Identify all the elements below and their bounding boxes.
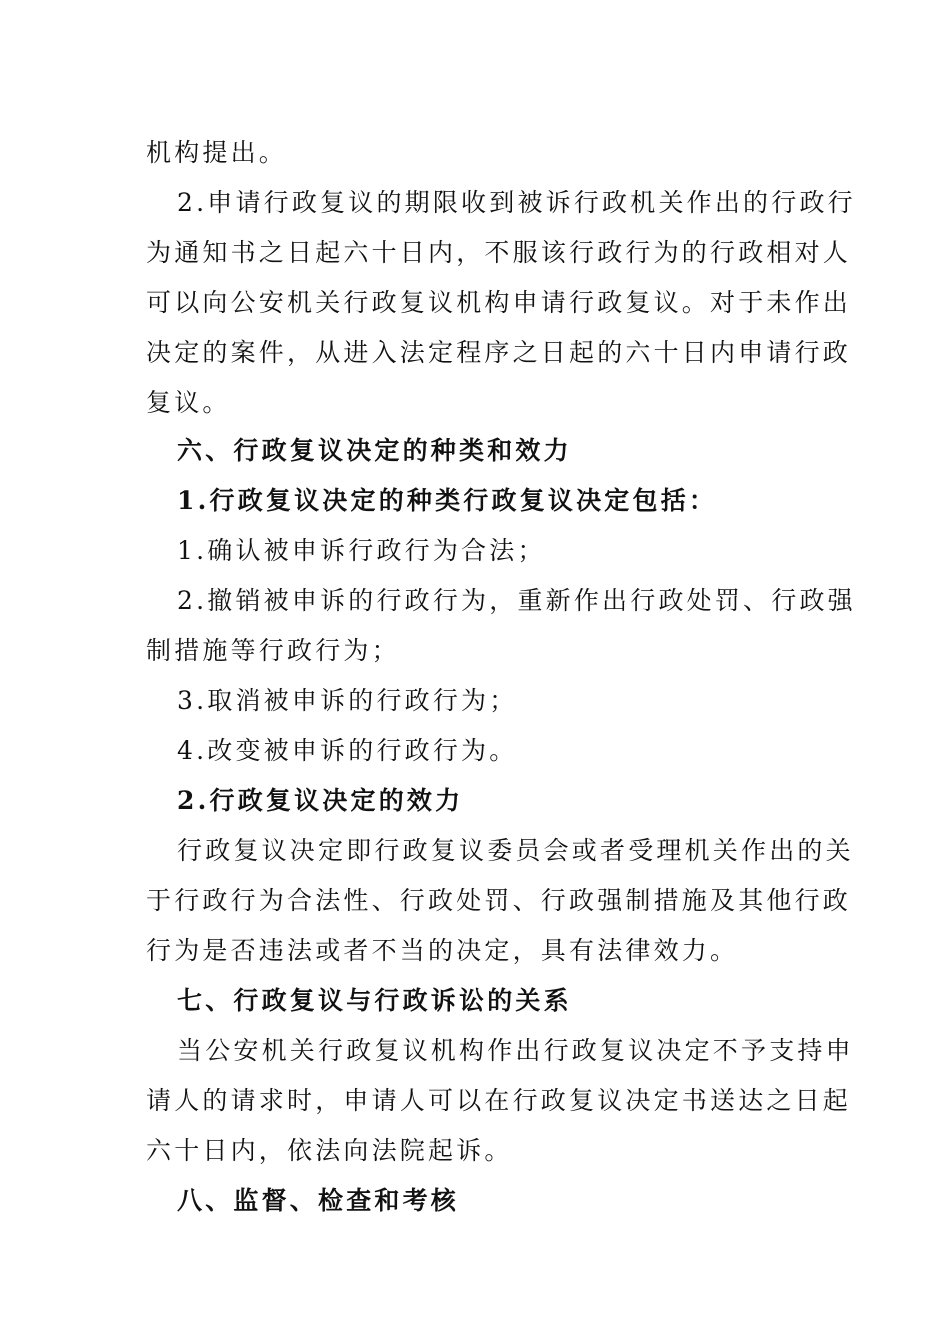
paragraph-line: 为通知书之日起六十日内，不服该行政行为的行政相对人 [146, 238, 852, 267]
paragraph-line: 复议。 [146, 388, 231, 417]
list-item: 4.改变被申诉的行政行为。 [177, 736, 518, 765]
section-heading-8: 八、监督、检查和考核 [177, 1186, 460, 1215]
paragraph-line: 于行政行为合法性、行政处罚、行政强制措施及其他行政 [146, 886, 852, 915]
subsection-heading: 2.行政复议决定的效力 [177, 786, 464, 815]
paragraph-line: 机构提出。 [146, 138, 288, 167]
paragraph-line: 六十日内，依法向法院起诉。 [146, 1136, 513, 1165]
paragraph-line: 当公安机关行政复议机构作出行政复议决定不予支持申 [177, 1036, 854, 1065]
list-item: 1.确认被申诉行政行为合法； [177, 536, 546, 565]
section-heading-7: 七、行政复议与行政诉讼的关系 [177, 986, 572, 1015]
paragraph-line: 可以向公安机关行政复议机构申请行政复议。对于未作出 [146, 288, 852, 317]
subsection-heading: 1.行政复议决定的种类行政复议决定包括： [177, 486, 718, 515]
section-heading-6: 六、行政复议决定的种类和效力 [177, 436, 572, 465]
paragraph-line: 请人的请求时，申请人可以在行政复议决定书送达之日起 [146, 1086, 852, 1115]
paragraph-line: 决定的案件，从进入法定程序之日起的六十日内申请行政 [146, 338, 852, 367]
list-item: 2.撤销被申诉的行政行为，重新作出行政处罚、行政强 [177, 586, 856, 615]
paragraph-line: 行政复议决定即行政复议委员会或者受理机关作出的关 [177, 836, 854, 865]
paragraph-line: 2.申请行政复议的期限收到被诉行政机关作出的行政行 [177, 188, 856, 217]
paragraph-line: 制措施等行政行为； [146, 636, 400, 665]
list-item: 3.取消被申诉的行政行为； [177, 686, 518, 715]
paragraph-line: 行为是否违法或者不当的决定，具有法律效力。 [146, 936, 739, 965]
